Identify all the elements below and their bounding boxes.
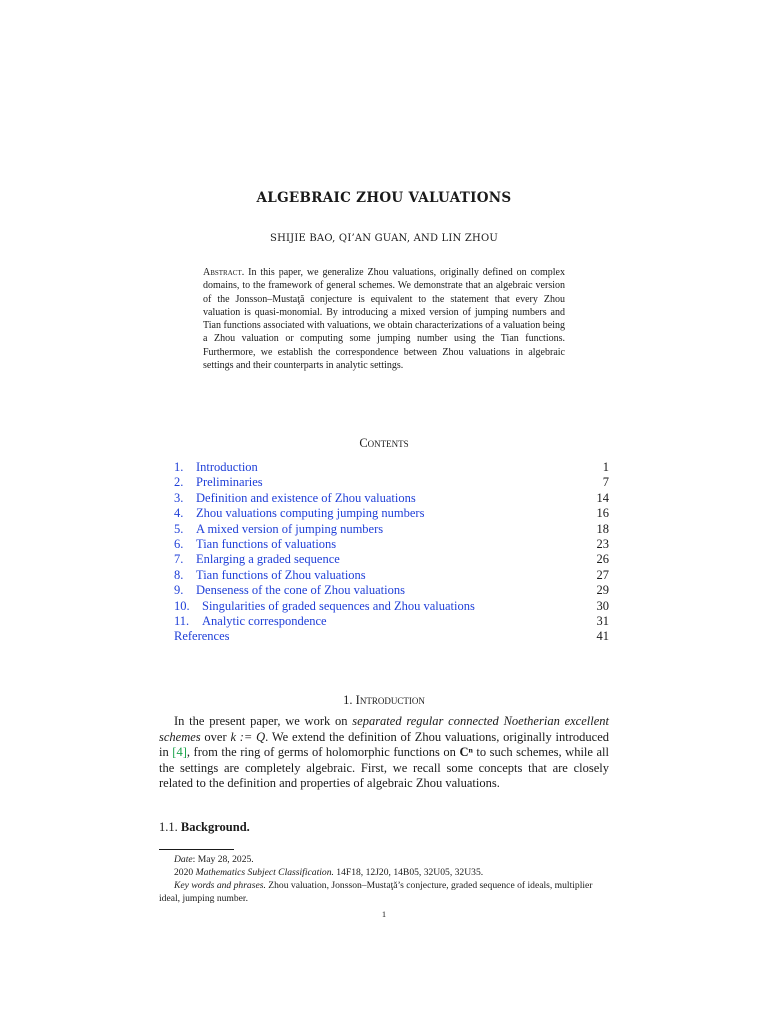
toc-entry-number: 9. (174, 583, 184, 598)
paragraph-text: In the present paper, we work on (174, 714, 353, 728)
footnote-msc (159, 866, 609, 879)
citation-link[interactable]: [4] (172, 745, 187, 759)
emphasis-text: separated regular connected Noetherian excellent schemes (159, 714, 609, 744)
toc-entry-page: 26 (596, 552, 609, 567)
toc-entry-preliminaries[interactable] (174, 475, 609, 490)
subsection-heading (159, 820, 250, 835)
author-list: SHIJIE BAO, QI’AN GUAN, AND LIN ZHOU (270, 233, 498, 244)
toc-entry-page: 41 (596, 629, 609, 644)
toc-entry-computing-jumping-numbers[interactable] (174, 506, 609, 521)
section-title: Introduction (355, 693, 425, 707)
paper-title: ALGEBRAIC ZHOU VALUATIONS (256, 190, 512, 206)
toc-entry-analytic-correspondence[interactable] (174, 614, 609, 629)
toc-entry-denseness-cone[interactable] (174, 583, 609, 598)
toc-entry-number: 6. (174, 536, 184, 551)
math-expression: Cⁿ (459, 745, 473, 759)
subsection-number: 1.1. (159, 820, 178, 834)
toc-entry-link[interactable]: Singularities of graded sequences and Zhou valuations (202, 598, 475, 613)
contents-heading: Contents (359, 436, 409, 450)
abstract-text: In this paper, we generalize Zhou valuations, originally defined on complex domains, to the framework of general schemes. We demonstrate that an algebraic version of the Jonsson–Mustaţă conjecture is equivalent to the statement that every Zhou valuation is quasi-monomial. By introducing a mixed version of jumping numbers and Tian functions associated with valuations, we obtain characterizations of a valuation being a Zhou valuation or computing some jumping number using the Tian functions. Furthermore, we establish the correspondence between Zhou valuations in algebraic settings and their counterparts in analytic settings. (203, 267, 565, 372)
toc-entry-page: 1 (602, 460, 609, 474)
paragraph-text: over (200, 729, 231, 744)
toc-entry-enlarging-graded-sequence[interactable] (174, 552, 609, 567)
toc-entry-page: 23 (596, 536, 609, 551)
subsection-title: Background. (180, 820, 250, 834)
toc-entry-page: 18 (596, 521, 609, 536)
section-number: 1. (343, 693, 353, 707)
toc-entry-link[interactable]: Preliminaries (196, 475, 263, 490)
footnote-value: : May 28, 2025. (192, 854, 254, 865)
toc-entry-number: 3. (174, 490, 184, 505)
math-expression: k := Q (230, 729, 266, 744)
toc-entry-link[interactable]: A mixed version of jumping numbers (196, 521, 384, 536)
toc-entry-references[interactable] (174, 629, 609, 644)
footnote-prefix: 2020 (174, 867, 196, 878)
paragraph-text: . We extend the definition of Zhou valuations, originally introduced in (159, 729, 609, 759)
footnotes (159, 853, 609, 905)
toc-entry-page: 27 (596, 567, 609, 582)
footnote-label: Mathematics Subject Classification. (195, 867, 334, 878)
footnote-date (159, 853, 609, 866)
footnote-keywords (159, 879, 609, 905)
footnote-value: Zhou valuation, Jonsson–Mustaţă’s conjecture, graded sequence of ideals, multiplier ideal, jumping number. (159, 880, 593, 904)
page-number: 1 (381, 909, 387, 919)
table-of-contents (174, 460, 609, 645)
toc-entry-link[interactable]: References (174, 629, 230, 644)
toc-entry-number: 4. (174, 506, 184, 521)
toc-entry-number: 8. (174, 567, 184, 582)
toc-entry-link[interactable]: Tian functions of Zhou valuations (196, 567, 366, 582)
toc-entry-link[interactable]: Definition and existence of Zhou valuations (196, 490, 416, 505)
toc-entry-link[interactable]: Tian functions of valuations (196, 536, 337, 551)
footnote-label: Date (174, 854, 193, 865)
section-heading (0, 693, 768, 708)
toc-entry-singularities[interactable] (174, 599, 609, 614)
toc-entry-link[interactable]: Introduction (196, 460, 258, 474)
toc-entry-number: 5. (174, 521, 184, 536)
footnote-rule (159, 849, 234, 850)
toc-entry-number: 10. (174, 598, 190, 613)
abstract-label: Abstract. (203, 267, 245, 278)
intro-paragraph (159, 714, 609, 792)
toc-entry-number: 7. (174, 552, 184, 567)
toc-entry-page: 16 (596, 506, 609, 521)
toc-entry-page: 29 (596, 583, 609, 598)
toc-entry-tian-functions-zhou[interactable] (174, 568, 609, 583)
paragraph-text: to such schemes, while all the settings are completely algebraic. First, we recall some concepts that are closely related to the definition and properties of algebraic Zhou valuations. (159, 745, 609, 790)
footnote-value: 14F18, 12J20, 14B05, 32U05, 32U35. (333, 867, 484, 878)
toc-entry-definition-existence[interactable] (174, 491, 609, 506)
toc-entry-page: 30 (596, 598, 609, 613)
toc-entry-page: 31 (596, 613, 609, 628)
footnote-label: Key words and phrases. (174, 880, 266, 891)
toc-entry-mixed-jumping-numbers[interactable] (174, 522, 609, 537)
toc-entry-page: 14 (596, 490, 609, 505)
toc-entry-introduction[interactable] (174, 460, 609, 475)
toc-entry-tian-functions[interactable] (174, 537, 609, 552)
paragraph-text: , from the ring of germs of holomorphic functions on (186, 745, 460, 759)
toc-entry-link[interactable]: Denseness of the cone of Zhou valuations (196, 583, 405, 598)
toc-entry-link[interactable]: Enlarging a graded sequence (196, 552, 340, 567)
toc-entry-number: 11. (174, 613, 190, 628)
toc-entry-link[interactable]: Analytic correspondence (202, 613, 327, 628)
toc-entry-page: 7 (602, 475, 609, 490)
toc-entry-number: 2. (174, 475, 184, 490)
toc-entry-number: 1. (174, 460, 184, 474)
toc-entry-link[interactable]: Zhou valuations computing jumping numbers (196, 506, 425, 521)
abstract (203, 266, 565, 372)
